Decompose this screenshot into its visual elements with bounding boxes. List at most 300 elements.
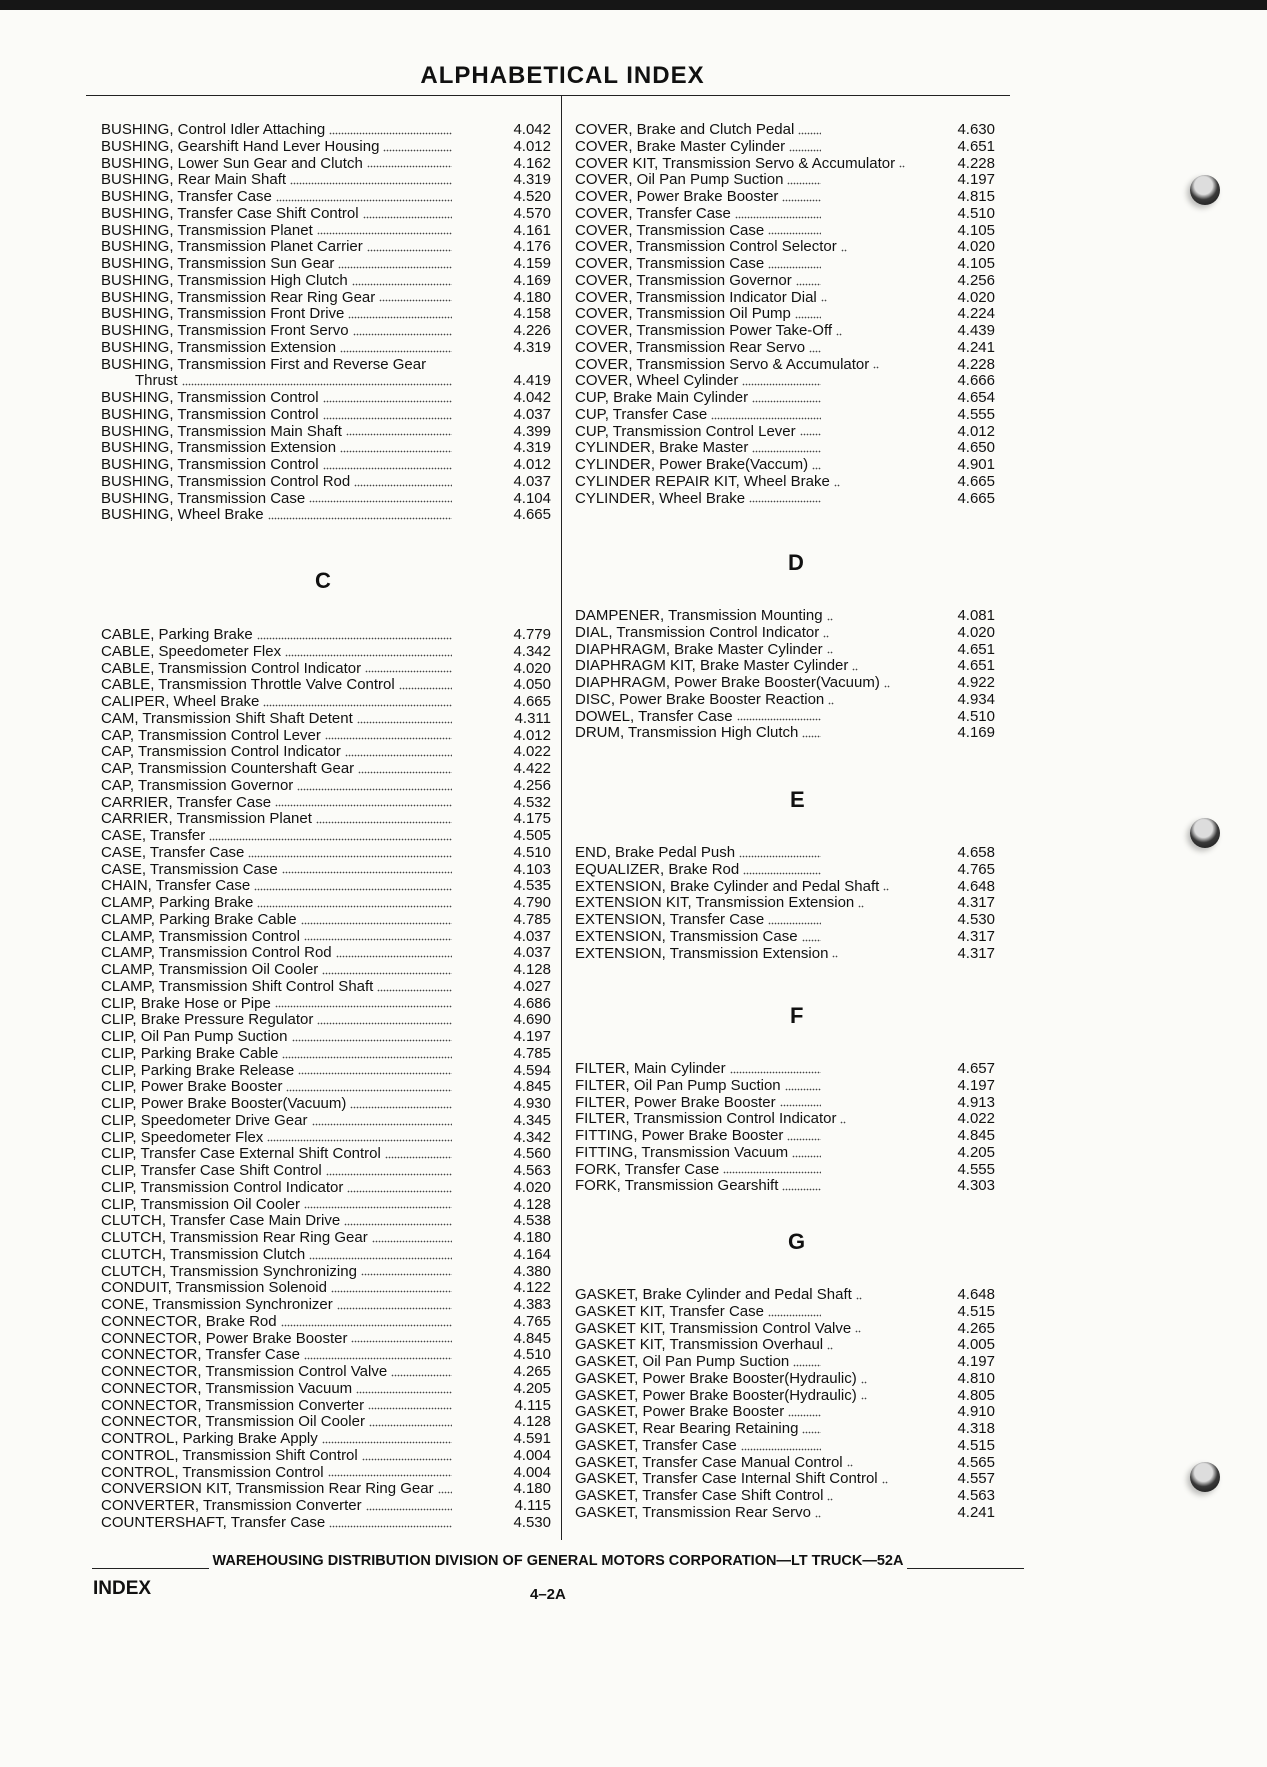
entry-page-ref: 4.422	[513, 760, 551, 777]
index-entry	[101, 491, 551, 508]
section-letter-c: C	[315, 568, 331, 593]
dot-leader	[796, 273, 821, 286]
entry-name: FILTER, Transmission Control Indicator	[575, 1110, 837, 1128]
index-entry	[575, 223, 995, 240]
entry-page-ref: 4.037	[513, 472, 551, 490]
dot-leader	[438, 1481, 452, 1494]
entry-name: BUSHING, Control Idler Attaching	[101, 121, 326, 138]
dot-leader	[798, 122, 821, 135]
entry-page-ref: 4.180	[513, 1229, 551, 1246]
entry-page-ref: 4.037	[513, 405, 551, 423]
index-entry	[101, 1063, 551, 1080]
entry-page-ref: 4.515	[957, 1302, 995, 1320]
entry-page-ref: 4.765	[957, 860, 995, 878]
entry-name: COVER, Transmission Case	[575, 255, 765, 272]
index-entry	[101, 139, 551, 156]
dot-leader	[723, 1162, 821, 1175]
index-entry	[575, 323, 995, 340]
dot-leader	[356, 1381, 452, 1394]
entry-name: EXTENSION, Brake Cylinder and Pedal Shaft	[575, 877, 880, 895]
index-entry	[575, 1145, 995, 1162]
dot-leader	[347, 1180, 452, 1193]
entry-page-ref: 4.197	[957, 1076, 995, 1094]
dot-leader	[281, 1314, 452, 1327]
entry-name: BUSHING, Transmission Control	[101, 405, 319, 423]
entry-page-ref: 4.910	[957, 1403, 995, 1421]
entry-page-ref: 4.042	[513, 121, 551, 138]
entry-page-ref: 4.815	[957, 188, 995, 205]
dot-leader	[741, 1438, 821, 1451]
dot-leader	[309, 1247, 452, 1260]
index-entry	[101, 1314, 551, 1331]
entry-page-ref: 4.226	[513, 322, 551, 339]
index-entry	[101, 407, 551, 424]
entry-name: GASKET, Power Brake Booster(Hydraulic)	[575, 1369, 857, 1387]
entry-name: GASKET KIT, Transmission Control Valve	[575, 1319, 852, 1337]
entry-name: BUSHING, Transmission Sun Gear	[101, 255, 335, 272]
dot-leader	[254, 878, 452, 891]
index-entry	[101, 661, 551, 678]
dot-leader	[350, 1096, 452, 1109]
dot-leader	[365, 661, 452, 674]
entry-name: EQUALIZER, Brake Rod	[575, 860, 740, 878]
dot-leader	[312, 1113, 453, 1126]
dot-leader	[267, 1130, 452, 1143]
dot-leader	[346, 424, 452, 437]
entry-name: CLIP, Power Brake Booster	[101, 1078, 283, 1096]
index-entry	[575, 491, 995, 508]
index-entry	[575, 1095, 995, 1112]
entry-name: BUSHING, Transmission Front Servo	[101, 322, 349, 339]
entry-page-ref: 4.779	[513, 626, 551, 643]
entry-page-ref: 4.180	[513, 1480, 551, 1498]
entry-name: COUNTERSHAFT, Transfer Case	[101, 1513, 326, 1531]
index-entry	[575, 895, 995, 912]
entry-name: BUSHING, Wheel Brake	[101, 506, 264, 524]
entry-name: BUSHING, Transmission Planet Carrier	[101, 238, 363, 256]
entry-name: COVER, Brake and Clutch Pedal	[575, 121, 795, 138]
index-entry	[101, 1163, 551, 1180]
entry-page-ref: 4.532	[513, 793, 551, 811]
dot-leader	[257, 627, 452, 640]
entry-page-ref: 4.686	[513, 994, 551, 1012]
dot-leader	[782, 189, 821, 202]
index-entry	[101, 156, 551, 173]
index-entry	[101, 945, 551, 962]
index-entry	[101, 172, 551, 189]
entry-name: FORK, Transfer Case	[575, 1160, 720, 1178]
entry-name: CLAMP, Parking Brake Cable	[101, 910, 297, 928]
dot-leader	[336, 945, 452, 958]
index-entry	[575, 912, 995, 929]
dot-leader	[325, 728, 452, 741]
entry-name: COVER, Transmission Control Selector	[575, 238, 837, 256]
entry-name: GASKET, Transfer Case Manual Control	[575, 1453, 843, 1471]
index-entry	[575, 239, 995, 256]
entry-name: EXTENSION, Transmission Extension	[575, 944, 829, 962]
entry-page-ref: 4.105	[957, 221, 995, 239]
entry-name: CABLE, Transmission Control Indicator	[101, 659, 362, 677]
entry-name: BUSHING, Transmission Front Drive	[101, 305, 345, 323]
entry-name: CLAMP, Transmission Control	[101, 927, 300, 945]
entry-name: CLUTCH, Transmission Synchronizing	[101, 1262, 357, 1280]
dot-leader	[323, 407, 452, 420]
entry-page-ref: 4.563	[957, 1487, 995, 1504]
entry-name: CASE, Transfer	[101, 827, 206, 844]
entry-name: DIAPHRAGM KIT, Brake Master Cylinder	[575, 657, 849, 675]
index-entry	[575, 1162, 995, 1179]
dot-leader	[802, 725, 821, 738]
dot-leader	[316, 811, 452, 824]
entry-name: CALIPER, Wheel Brake	[101, 693, 260, 710]
entry-name: GASKET, Transfer Case Internal Shift Control	[575, 1470, 878, 1488]
entry-page-ref: 4.317	[957, 944, 995, 962]
entry-name: END, Brake Pedal Push	[575, 844, 736, 861]
dot-leader	[372, 1230, 452, 1243]
entry-name: COVER KIT, Transmission Servo & Accumulator	[575, 154, 896, 172]
dot-leader	[353, 323, 452, 336]
index-entry	[575, 1078, 995, 1095]
dot-leader	[743, 862, 821, 875]
entry-page-ref: 4.176	[513, 238, 551, 256]
entry-name: BUSHING, Gearshift Hand Lever Housing	[101, 137, 380, 155]
dot-leader	[323, 457, 452, 470]
dot-leader	[298, 1063, 452, 1076]
dot-leader	[323, 390, 452, 403]
entry-name: Thrust	[135, 372, 178, 390]
entry-name: DISC, Power Brake Booster Reaction	[575, 690, 825, 708]
dot-leader	[793, 1354, 821, 1367]
entry-page-ref: 4.037	[513, 944, 551, 962]
entry-name: COVER, Transmission Governor	[575, 271, 792, 289]
entry-page-ref: 4.515	[957, 1436, 995, 1454]
entry-name: CLAMP, Transmission Shift Control Shaft	[101, 977, 374, 995]
entry-page-ref: 4.256	[957, 271, 995, 289]
entry-name: EXTENSION KIT, Transmission Extension	[575, 894, 855, 912]
dot-leader	[263, 694, 452, 707]
entry-name: DIAPHRAGM, Power Brake Booster(Vacuum)	[575, 674, 880, 691]
entry-name: COVER, Transmission Indicator Dial	[575, 288, 817, 306]
entry-page-ref: 4.399	[513, 422, 551, 440]
index-entry	[101, 373, 551, 390]
dot-leader	[802, 1421, 821, 1434]
dot-leader	[385, 1146, 452, 1159]
index-list-c-right	[575, 122, 995, 507]
index-entry	[101, 1230, 551, 1247]
entry-page-ref: 4.311	[514, 709, 551, 727]
dot-leader	[391, 1364, 452, 1377]
index-entry	[101, 1364, 551, 1381]
entry-name: CLIP, Parking Brake Cable	[101, 1044, 279, 1062]
index-entry	[101, 256, 551, 273]
entry-name: CLIP, Parking Brake Release	[101, 1061, 295, 1079]
index-entry	[575, 256, 995, 273]
index-entry	[101, 895, 551, 912]
entry-name: BUSHING, Transmission High Clutch	[101, 271, 348, 289]
entry-page-ref: 4.510	[957, 707, 995, 725]
dot-leader	[286, 1079, 452, 1092]
index-entry	[101, 507, 551, 524]
dot-leader	[752, 440, 821, 453]
entry-name: DIAL, Transmission Control Indicator	[575, 623, 820, 641]
section-letter-f: F	[790, 1003, 804, 1028]
dot-leader	[317, 223, 452, 236]
dot-leader	[348, 306, 452, 319]
dot-leader	[329, 1515, 452, 1528]
entry-page-ref: 4.648	[957, 1286, 995, 1303]
dot-leader	[331, 1280, 452, 1293]
entry-name: CONTROL, Transmission Shift Control	[101, 1446, 358, 1464]
entry-name: CUP, Transmission Control Lever	[575, 422, 796, 440]
entry-name: CONNECTOR, Transmission Control Valve	[101, 1363, 388, 1380]
entry-page-ref: 4.020	[957, 623, 995, 641]
entry-page-ref: 4.012	[957, 422, 995, 440]
dot-leader	[737, 709, 821, 722]
dot-leader	[304, 1197, 452, 1210]
entry-page-ref: 4.022	[513, 743, 551, 761]
entry-name: CUP, Transfer Case	[575, 405, 708, 423]
entry-name: CYLINDER, Wheel Brake	[575, 489, 746, 507]
entry-name: BUSHING, Transmission Control Rod	[101, 472, 351, 490]
index-entry	[575, 1321, 995, 1338]
entry-name: GASKET, Transfer Case Shift Control	[575, 1487, 824, 1504]
index-entry	[101, 1012, 551, 1029]
index-entry	[575, 1111, 995, 1128]
index-entry	[575, 1128, 995, 1145]
entry-page-ref: 4.027	[513, 977, 551, 995]
punch-hole	[1190, 818, 1220, 848]
dot-leader	[268, 507, 452, 520]
entry-page-ref: 4.510	[513, 843, 551, 861]
index-entry	[101, 1213, 551, 1230]
entry-name: EXTENSION, Transmission Case	[575, 927, 798, 945]
index-entry	[101, 1180, 551, 1197]
entry-page-ref: 4.205	[513, 1379, 551, 1397]
entry-name: CASE, Transfer Case	[101, 843, 245, 861]
index-entry	[101, 1297, 551, 1314]
index-entry	[101, 761, 551, 778]
entry-page-ref: 4.012	[513, 137, 551, 155]
entry-page-ref: 4.785	[513, 910, 551, 928]
entry-page-ref: 4.651	[957, 137, 995, 155]
entry-page-ref: 4.930	[513, 1095, 551, 1112]
entry-name: GASKET KIT, Transmission Overhaul	[575, 1336, 824, 1354]
entry-page-ref: 4.810	[957, 1369, 995, 1387]
dot-leader	[366, 1498, 452, 1511]
entry-page-ref: 4.020	[957, 238, 995, 256]
entry-page-ref: 4.319	[513, 171, 551, 189]
dot-leader	[257, 895, 452, 908]
entry-page-ref: 4.319	[513, 439, 551, 457]
index-list-e-right	[575, 845, 995, 962]
index-entry	[101, 996, 551, 1013]
dot-leader	[802, 929, 821, 942]
dot-leader	[275, 795, 452, 808]
index-entry	[101, 1498, 551, 1515]
entry-page-ref: 4.317	[957, 894, 995, 912]
dot-leader	[730, 1061, 821, 1074]
index-entry	[101, 273, 551, 290]
entry-name: CLIP, Speedometer Drive Gear	[101, 1111, 308, 1129]
entry-name: CONE, Transmission Synchronizer	[101, 1296, 333, 1313]
entry-page-ref: 4.342	[513, 642, 551, 660]
index-list-g-right	[575, 1287, 995, 1522]
dot-leader	[182, 373, 452, 386]
index-entry	[575, 1388, 995, 1405]
dot-leader	[768, 912, 821, 925]
index-entry	[101, 1431, 551, 1448]
entry-page-ref: 4.197	[513, 1028, 551, 1045]
entry-name: CLAMP, Transmission Oil Cooler	[101, 961, 319, 978]
index-entry	[575, 1304, 995, 1321]
entry-name: FITTING, Transmission Vacuum	[575, 1143, 789, 1161]
dot-leader	[338, 256, 452, 269]
dot-leader	[800, 424, 821, 437]
index-entry	[101, 189, 551, 206]
entry-page-ref: 4.042	[513, 389, 551, 406]
index-entry	[575, 189, 995, 206]
dot-leader	[248, 845, 452, 858]
dot-leader	[282, 862, 452, 875]
dot-leader	[735, 206, 821, 219]
entry-page-ref: 4.650	[957, 439, 995, 457]
entry-page-ref: 4.510	[957, 204, 995, 222]
entry-name: BUSHING, Rear Main Shaft	[101, 171, 287, 189]
entry-name: CYLINDER, Power Brake(Vaccum)	[575, 456, 809, 473]
dot-leader	[329, 122, 452, 135]
entry-name: BUSHING, Transmission Control	[101, 456, 319, 473]
dot-leader	[787, 172, 821, 185]
index-entry	[575, 474, 995, 491]
entry-page-ref: 4.122	[513, 1279, 551, 1297]
dot-leader	[328, 1465, 452, 1478]
dot-leader	[768, 223, 821, 236]
entry-name: COVER, Wheel Cylinder	[575, 372, 739, 390]
entry-page-ref: 4.005	[957, 1336, 995, 1354]
entry-name: EXTENSION, Transfer Case	[575, 911, 765, 928]
dot-leader	[782, 1178, 821, 1191]
entry-name: GASKET, Rear Bearing Retaining	[575, 1420, 799, 1437]
entry-page-ref: 4.666	[957, 372, 995, 390]
entry-page-ref: 4.657	[957, 1060, 995, 1077]
index-entry	[575, 340, 995, 357]
entry-page-ref: 4.020	[513, 659, 551, 677]
index-entry	[575, 373, 995, 390]
entry-name: COVER, Transfer Case	[575, 204, 731, 222]
index-entry	[101, 440, 551, 457]
dot-leader	[362, 1448, 452, 1461]
dot-leader	[357, 711, 452, 724]
entry-page-ref: 4.555	[957, 405, 995, 423]
entry-page-ref: 4.560	[513, 1145, 551, 1163]
dot-leader	[368, 1398, 452, 1411]
entry-name: CONNECTOR, Transmission Vacuum	[101, 1379, 353, 1397]
entry-name: CLIP, Speedometer Flex	[101, 1128, 264, 1146]
index-entry	[575, 1287, 995, 1304]
entry-name: COVER, Brake Master Cylinder	[575, 137, 786, 155]
entry-page-ref: 4.022	[957, 1110, 995, 1128]
entry-page-ref: 4.169	[957, 724, 995, 742]
entry-name: CLIP, Brake Pressure Regulator	[101, 1011, 314, 1029]
dot-leader	[340, 440, 452, 453]
entry-name: CARRIER, Transfer Case	[101, 793, 272, 811]
entry-page-ref: 4.555	[957, 1160, 995, 1178]
entry-name: CAP, Transmission Governor	[101, 776, 294, 794]
index-entry	[575, 658, 995, 675]
entry-page-ref: 4.654	[957, 389, 995, 406]
index-entry	[101, 474, 551, 491]
entry-page-ref: 4.570	[513, 204, 551, 222]
entry-name: CONVERSION KIT, Transmission Rear Ring Gear	[101, 1480, 434, 1498]
index-entry	[575, 692, 995, 709]
footer-index-label: INDEX	[93, 1578, 152, 1599]
entry-page-ref: 4.934	[957, 690, 995, 708]
index-entry	[575, 206, 995, 223]
column-divider	[561, 95, 562, 1540]
entry-name: GASKET, Power Brake Booster	[575, 1403, 785, 1421]
index-entry	[101, 1280, 551, 1297]
index-entry	[575, 862, 995, 879]
dot-leader	[337, 1297, 452, 1310]
index-entry	[101, 627, 551, 644]
index-entry	[101, 1247, 551, 1264]
dot-leader	[739, 845, 821, 858]
entry-page-ref: 4.345	[513, 1111, 551, 1129]
index-entry	[101, 711, 551, 728]
entry-page-ref: 4.228	[957, 355, 995, 373]
entry-page-ref: 4.228	[957, 154, 995, 172]
index-entry	[575, 440, 995, 457]
entry-page-ref: 4.845	[957, 1127, 995, 1144]
index-entry	[101, 239, 551, 256]
entry-page-ref: 4.020	[957, 288, 995, 306]
dot-leader	[322, 1431, 452, 1444]
index-entry	[575, 845, 995, 862]
entry-page-ref: 4.241	[957, 1503, 995, 1521]
entry-name: COVER, Oil Pan Pump Suction	[575, 171, 784, 189]
entry-name: CARRIER, Transmission Planet	[101, 810, 312, 828]
entry-page-ref: 4.159	[513, 255, 551, 272]
entry-name: BUSHING, Transfer Case	[101, 188, 272, 205]
entry-name: CUP, Brake Main Cylinder	[575, 389, 749, 406]
entry-name: CLAMP, Transmission Control Rod	[101, 944, 332, 962]
dot-leader	[309, 491, 452, 504]
entry-page-ref: 4.224	[957, 305, 995, 323]
entry-page-ref: 4.105	[957, 255, 995, 272]
entry-page-ref: 4.535	[513, 877, 551, 895]
dot-leader	[276, 189, 452, 202]
punch-hole	[1190, 175, 1220, 205]
index-entry	[101, 962, 551, 979]
entry-page-ref: 4.557	[957, 1470, 995, 1488]
entry-name: DRUM, Transmission High Clutch	[575, 724, 799, 742]
entry-page-ref: 4.004	[513, 1463, 551, 1481]
entry-page-ref: 4.630	[957, 121, 995, 138]
index-entry	[575, 139, 995, 156]
index-entry	[575, 1354, 995, 1371]
entry-name: COVER, Transmission Servo & Accumulator	[575, 355, 870, 373]
dot-leader	[768, 256, 821, 269]
index-entry	[575, 457, 995, 474]
entry-page-ref: 4.265	[957, 1319, 995, 1337]
index-entry	[575, 1371, 995, 1388]
index-entry	[575, 879, 995, 896]
entry-name: CLIP, Transfer Case Shift Control	[101, 1162, 322, 1179]
entry-name: BUSHING, Transmission Extension	[101, 439, 337, 457]
index-entry	[101, 1381, 551, 1398]
entry-page-ref: 4.175	[513, 810, 551, 828]
entry-name: CLIP, Brake Hose or Pipe	[101, 994, 271, 1012]
